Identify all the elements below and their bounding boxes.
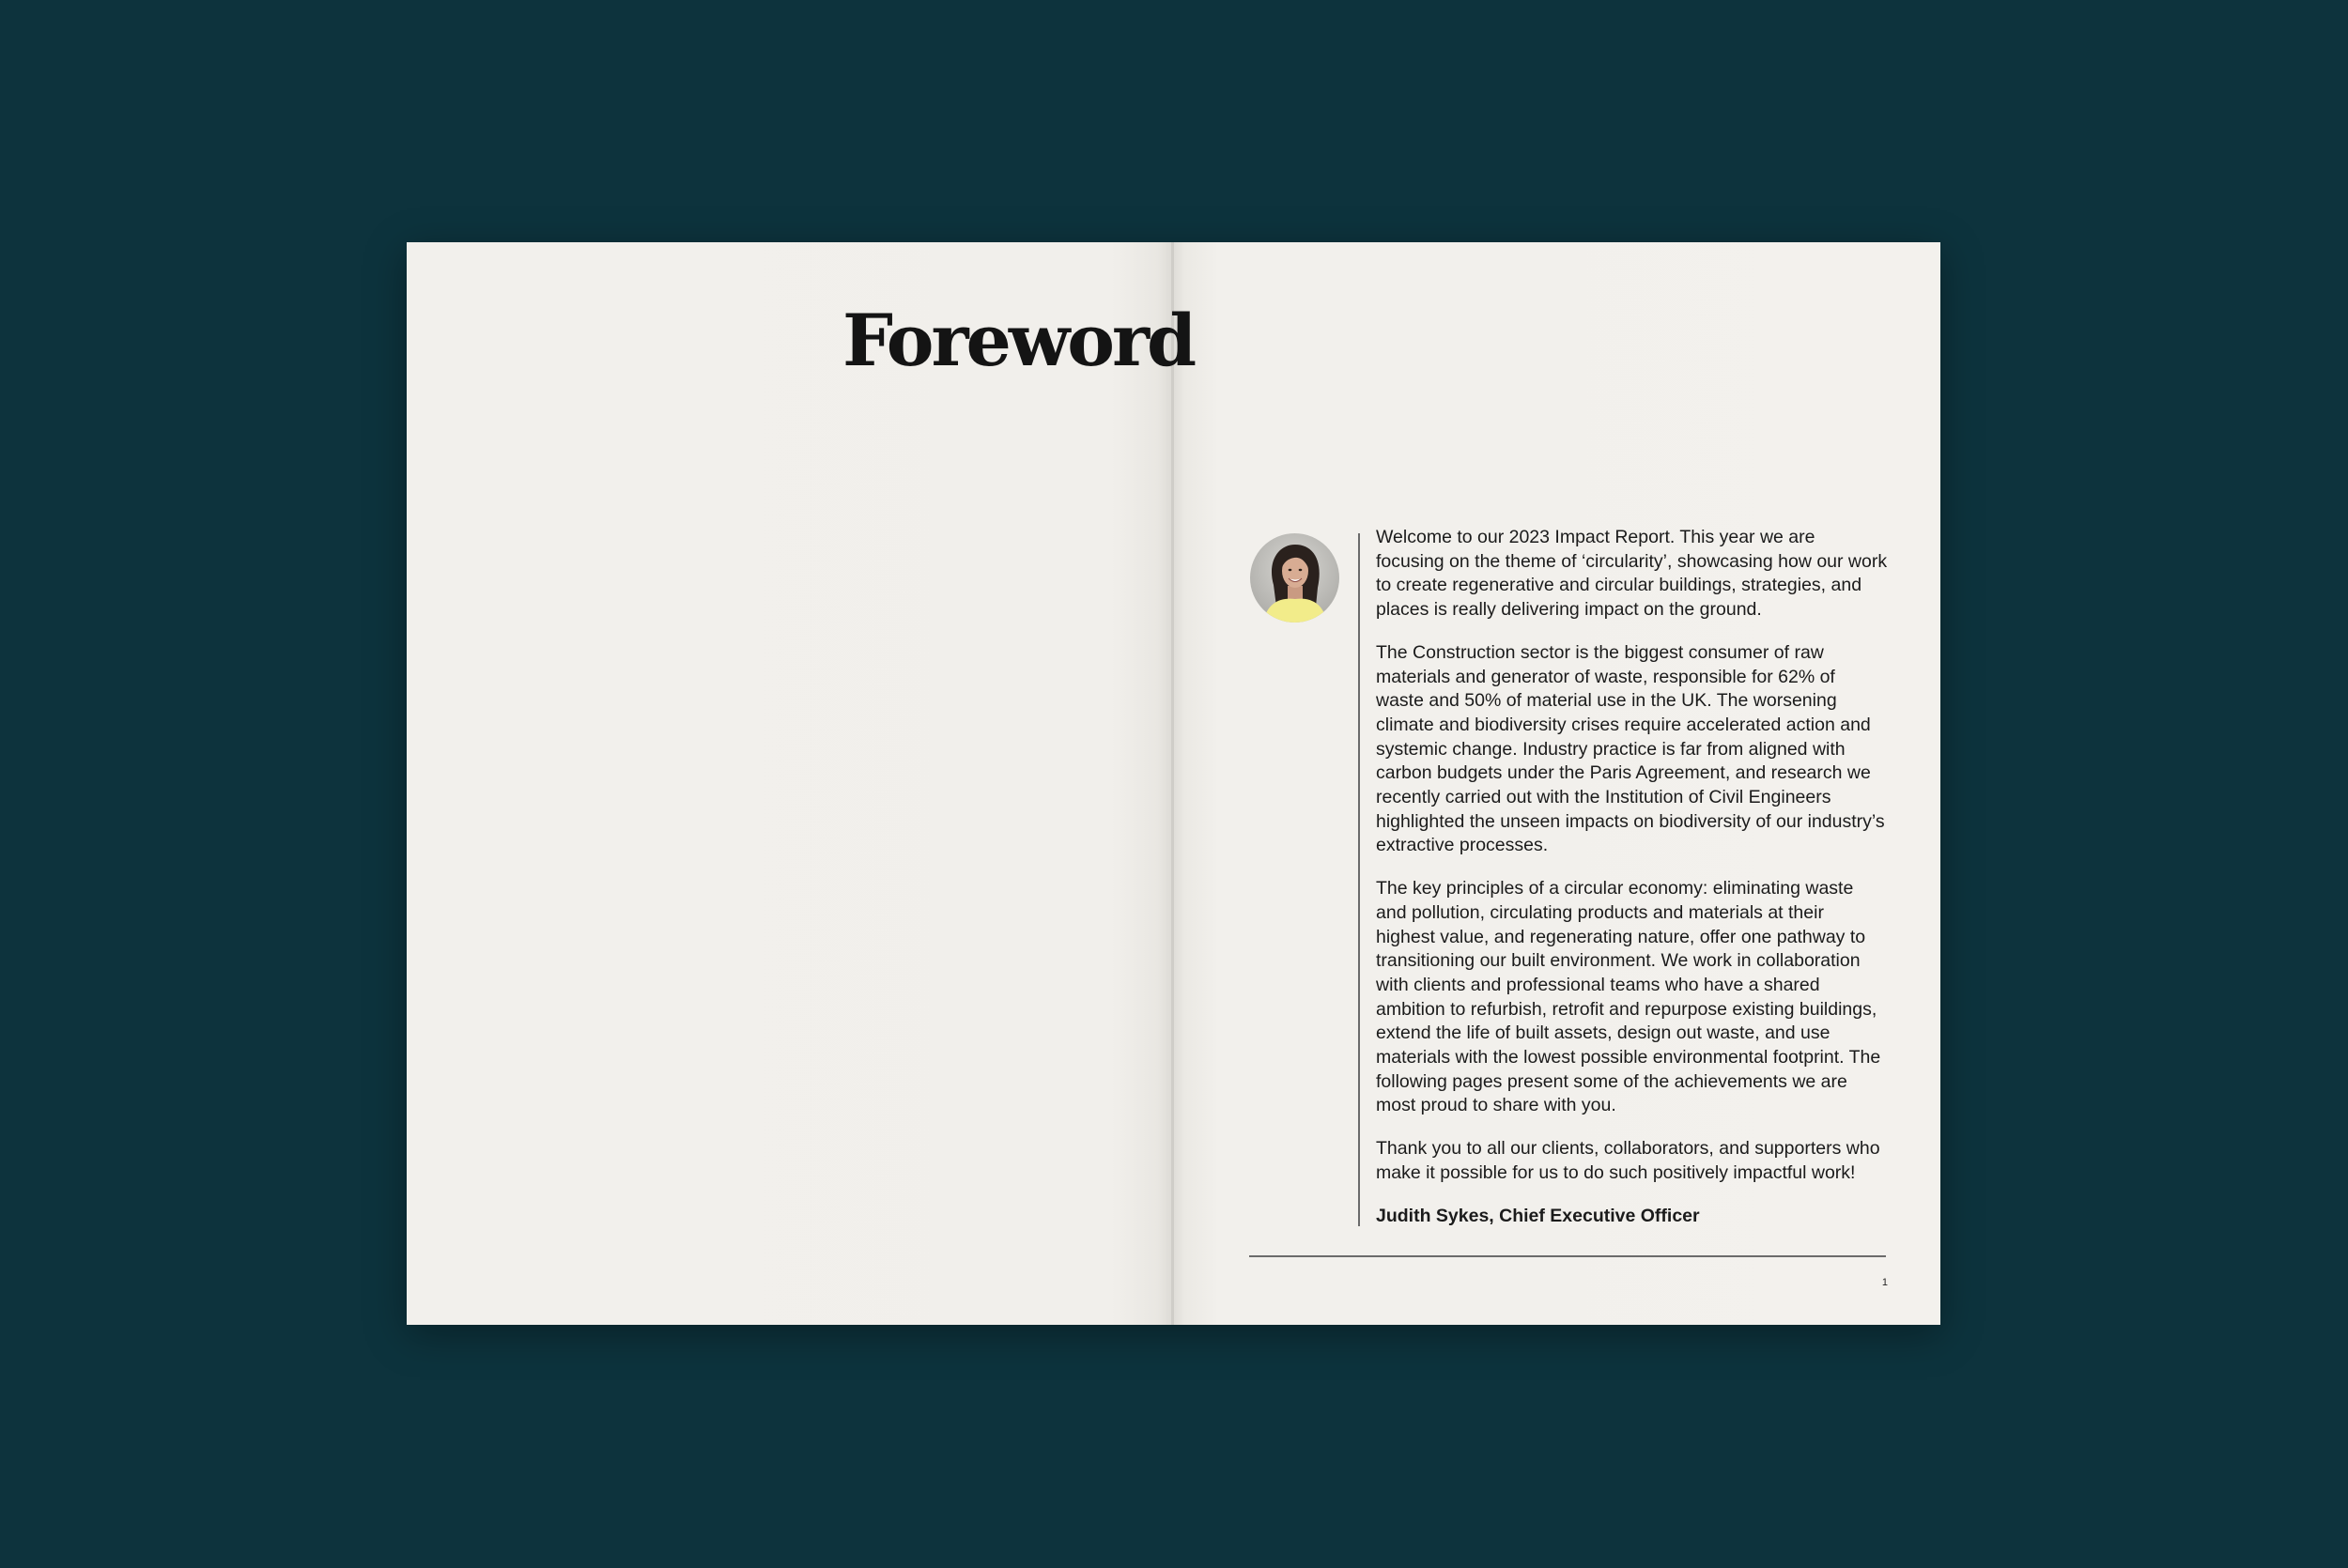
booklet-gutter xyxy=(1171,242,1174,1325)
portrait-photo-icon xyxy=(1250,533,1339,623)
signature: Judith Sykes, Chief Executive Officer xyxy=(1376,1205,1700,1226)
foreword-paragraph: The Construction sector is the biggest consumer of raw materials and generator of waste, responsible for 62% of waste and 50% of material use in the UK. The worsening climate and biodiversity crises require accelerated action and systemic change. Industry practice is far from aligned with carbon budgets under the Paris Agreement, and research we recently carried out with the Institution of Civil Engineers highlighted the unseen impacts on biodiversity of our industry’s extractive processes. xyxy=(1376,641,1885,856)
foreword-paragraph: The key principles of a circular economy: eliminating waste and pollution, circulating products and materials at their highest value, and regenerating nature, offer one pathway to transitioning our built environment. We work in collaboration with clients and professional teams who have a shared ambition to refurbish, retrofit and repurpose existing buildings, extend the life of built assets, design out waste, and use materials with the lowest possible environmental footprint. The following pages present some of the achievements we are most proud to share with you. xyxy=(1376,878,1881,1116)
foreword-body xyxy=(1376,526,1888,1247)
foreword-paragraph: Thank you to all our clients, collaborators, and supporters who make it possible for us to do such positively impactful work! xyxy=(1376,1138,1880,1183)
page-number: 1 xyxy=(1881,1277,1888,1288)
author-avatar xyxy=(1250,533,1339,623)
page-title: Foreword xyxy=(842,299,1195,382)
footer-rule xyxy=(1249,1255,1886,1257)
left-page-blank xyxy=(407,242,1173,1325)
foreword-paragraph: Welcome to our 2023 Impact Report. This year we are focusing on the theme of ‘circularity’, showcasing how our work to create regenerative and circular buildings, strategies, and places is really delivering impact on the ground. xyxy=(1376,527,1888,621)
text-column-rule xyxy=(1358,533,1360,1226)
